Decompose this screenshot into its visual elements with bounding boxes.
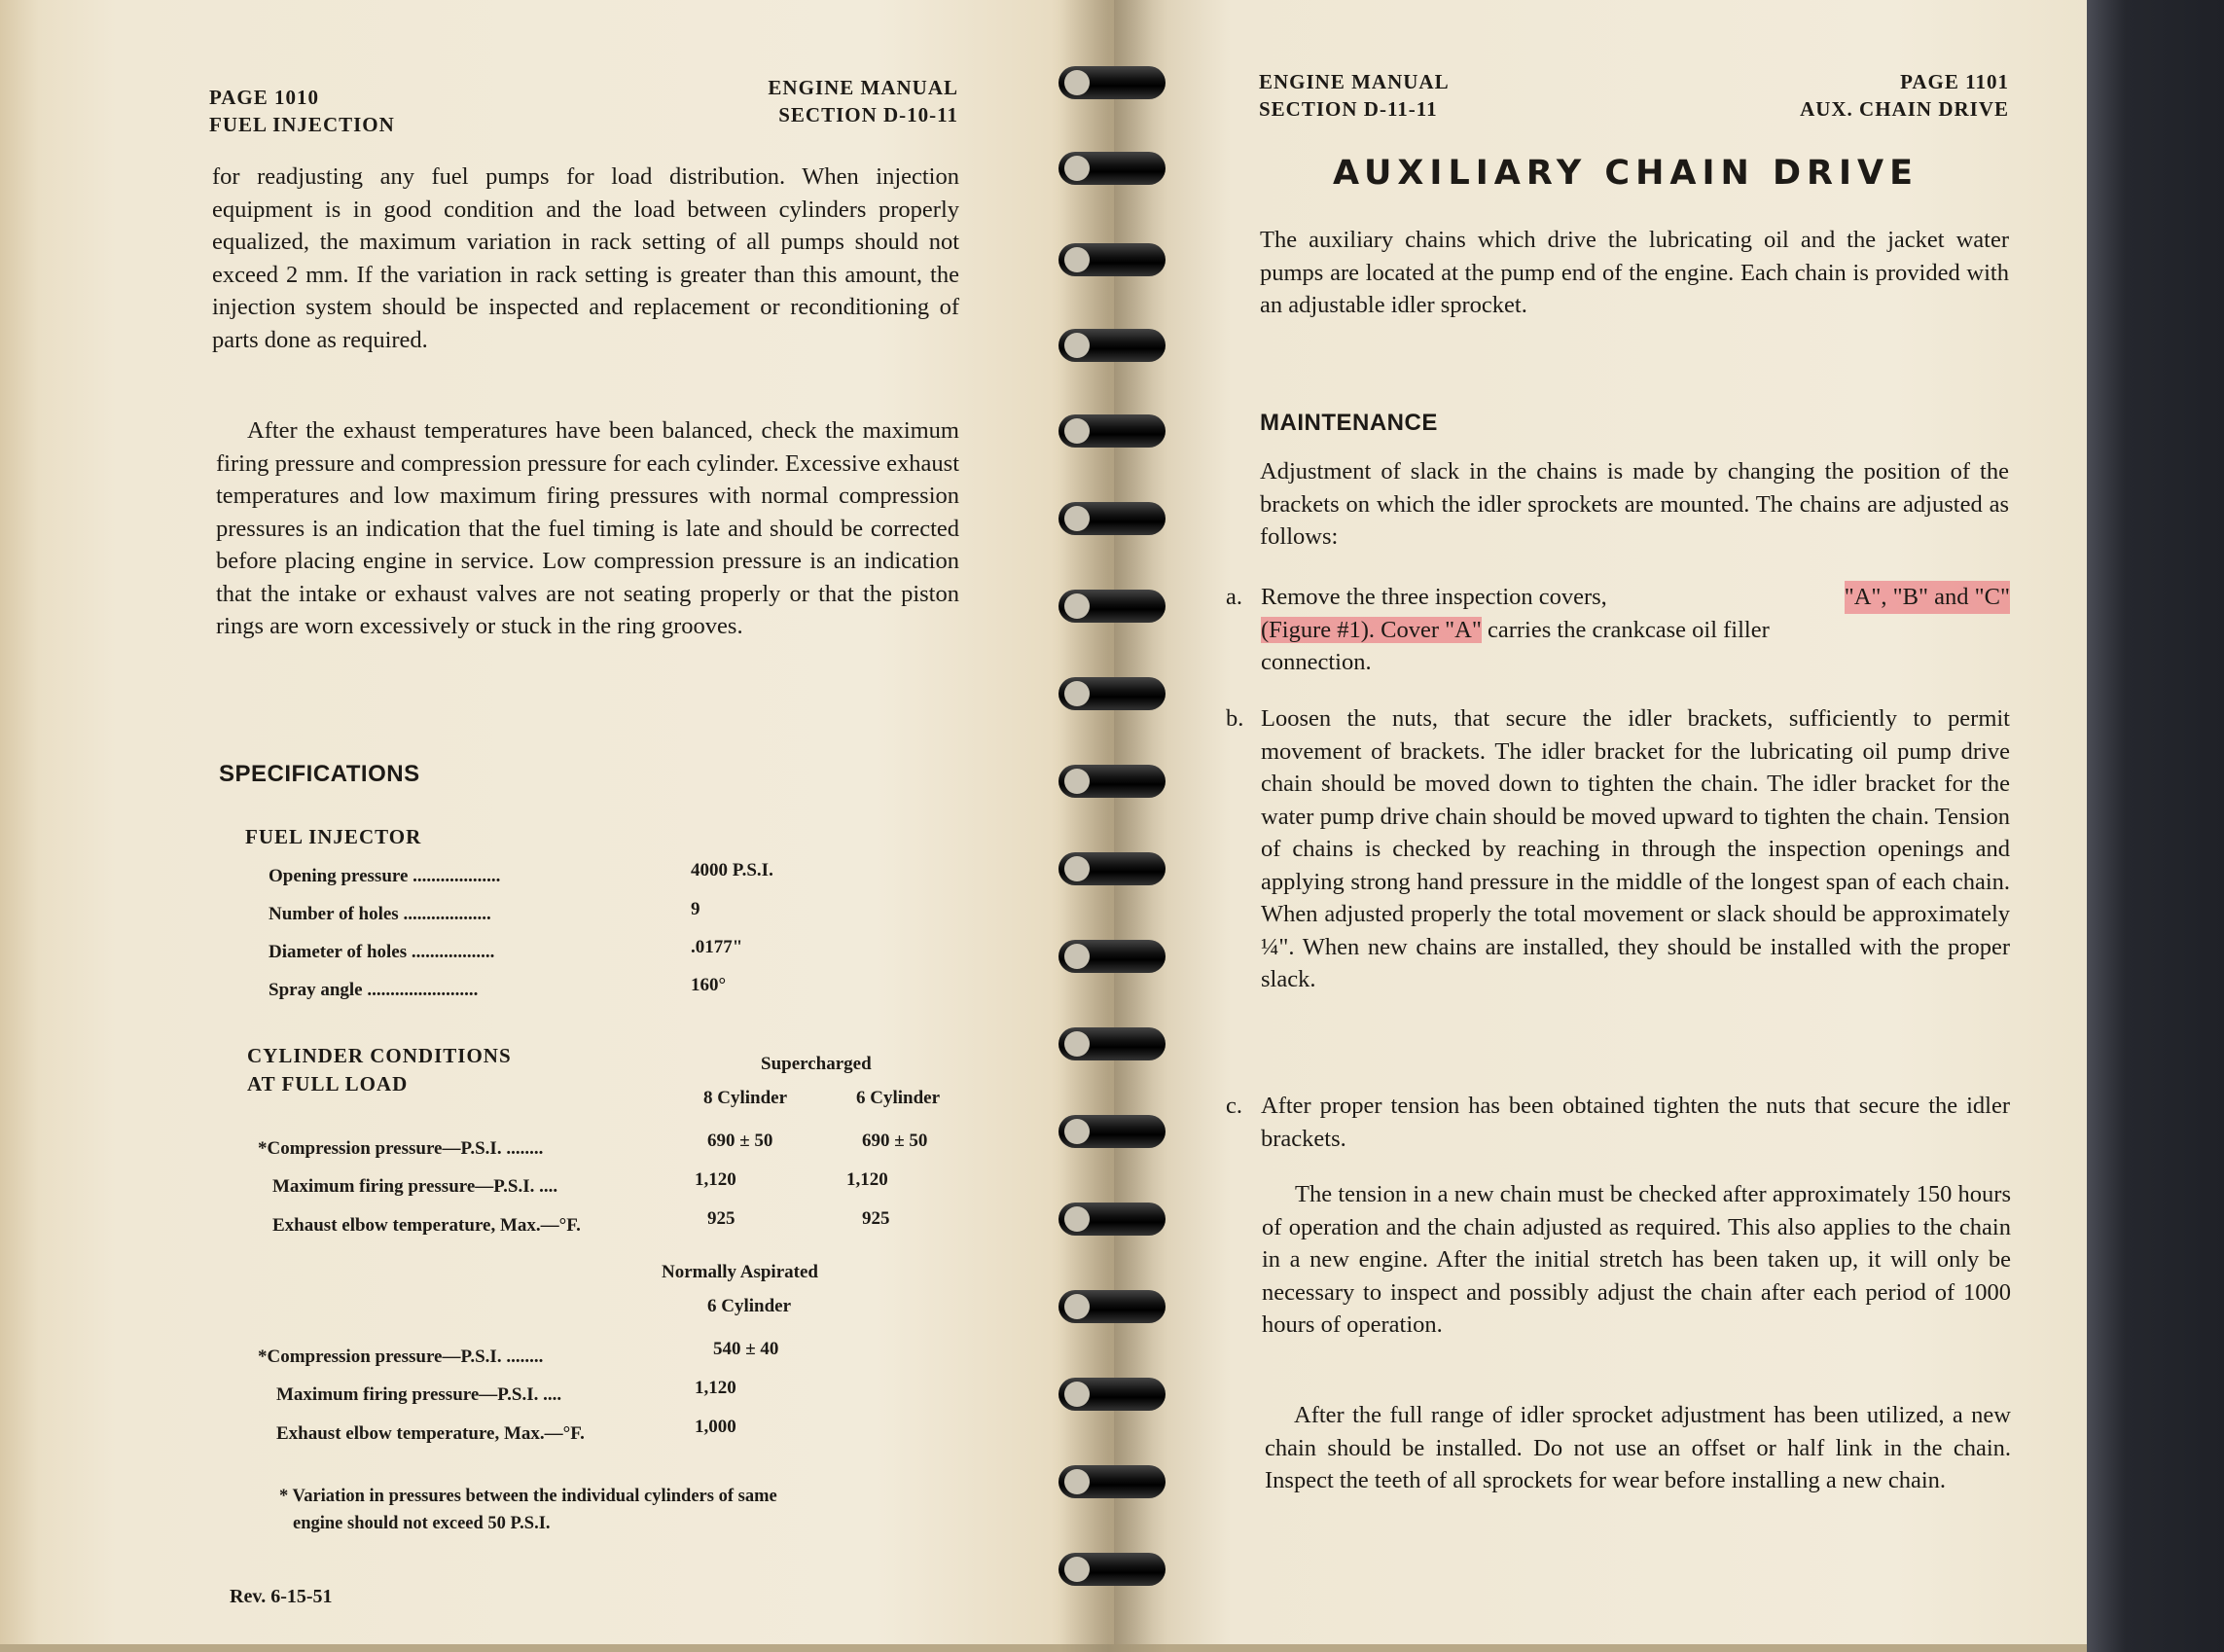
- spiral-ring-hole: [1064, 156, 1090, 181]
- spec-label: Number of holes: [269, 904, 399, 924]
- cylinder-conditions-heading: [247, 1042, 512, 1098]
- background-edge: [2087, 0, 2224, 1652]
- spiral-ring: [1058, 60, 1173, 105]
- na-label: Exhaust elbow temperature, Max.—°F.: [276, 1423, 585, 1444]
- revision-date: Rev. 6-15-51: [230, 1586, 333, 1607]
- na-value-compression: 540 ± 40: [713, 1339, 779, 1359]
- normally-aspirated-label: Normally Aspirated: [662, 1262, 818, 1282]
- highlighted-covers: "A", "B" and "C": [1845, 581, 2010, 614]
- sc-label: Exhaust elbow temperature, Max.—°F.: [272, 1215, 581, 1236]
- sc-label: Maximum firing pressure—P.S.I.: [272, 1176, 535, 1197]
- left-page-section-name: FUEL INJECTION: [209, 113, 395, 136]
- spiral-ring: [1058, 1109, 1173, 1154]
- spec-dots: ...................: [403, 904, 491, 924]
- cylinder-heading-line2: AT FULL LOAD: [247, 1072, 409, 1095]
- spiral-ring-hole: [1064, 593, 1090, 619]
- spec-value-number-of-holes: 9: [691, 899, 700, 919]
- na-value-exhaust: 1,000: [695, 1417, 736, 1437]
- step-a-line2-text: carries the crankcase oil filler: [1481, 616, 1770, 643]
- spec-dots: ..................: [411, 942, 495, 962]
- left-section-code: SECTION D-10-11: [778, 103, 958, 126]
- sc-row-exhaust: [272, 1215, 581, 1237]
- spiral-ring-hole: [1064, 1031, 1090, 1057]
- spiral-ring-hole: [1064, 1557, 1090, 1582]
- page-title: AUXILIARY CHAIN DRIVE: [1333, 154, 1919, 193]
- step-c: [1226, 1090, 2010, 1155]
- left-paragraph-1: for readjusting any fuel pumps for load distribution. When injection equipment is in good condition and the load between cylinders properly equalized, the maximum variation in rack setting of all pumps should not exceed 2 mm. If the variation in rack setting is greater than this amount, the injection system should be inspected and replacement or reconditioning of parts done as required.: [212, 163, 959, 353]
- spiral-ring: [1058, 1284, 1173, 1329]
- right-manual-title: ENGINE MANUAL: [1259, 70, 1450, 93]
- sc-value-compression-6: 690 ± 50: [862, 1131, 928, 1151]
- spiral-ring-hole: [1064, 70, 1090, 95]
- step-a-line1-text: Remove the three inspection covers,: [1261, 584, 1607, 610]
- spiral-ring-hole: [1064, 1469, 1090, 1494]
- step-c-marker: c.: [1226, 1093, 1242, 1119]
- spiral-ring: [1058, 934, 1173, 979]
- spec-value-opening-pressure: 4000 P.S.I.: [691, 860, 773, 880]
- spiral-ring-hole: [1064, 769, 1090, 794]
- spiral-ring-hole: [1064, 506, 1090, 531]
- spec-row-number-of-holes: [269, 904, 491, 925]
- sc-value-max-firing-8: 1,120: [695, 1169, 736, 1190]
- spiral-ring: [1058, 1197, 1173, 1241]
- spiral-ring-hole: [1064, 681, 1090, 706]
- na-dots: ....: [543, 1384, 562, 1405]
- spec-value-diameter-of-holes: .0177": [691, 937, 743, 957]
- specifications-heading: SPECIFICATIONS: [219, 761, 420, 787]
- na-label: Maximum firing pressure—P.S.I.: [276, 1384, 539, 1405]
- maintenance-intro: Adjustment of slack in the chains is made by changing the position of the brackets on which the idler sprockets are mounted. The chains are adjusted as follows:: [1260, 458, 2009, 550]
- sc-value-exhaust-6: 925: [862, 1208, 890, 1229]
- na-row-exhaust: [276, 1423, 585, 1445]
- spiral-ring-hole: [1064, 1206, 1090, 1232]
- spec-row-diameter-of-holes: [269, 942, 494, 963]
- spiral-ring: [1058, 1547, 1173, 1592]
- footnote: [279, 1483, 777, 1537]
- intro-paragraph: The auxiliary chains which drive the lubricating oil and the jacket water pumps are located at the pump end of the engine. Each chain is provided with an adjustable idler sprocket.: [1260, 227, 2009, 318]
- spiral-ring: [1058, 671, 1173, 716]
- spiral-ring-hole: [1064, 333, 1090, 358]
- spiral-ring: [1058, 1459, 1173, 1504]
- page-bottom-edge: [0, 1644, 2087, 1652]
- spiral-ring: [1058, 1372, 1173, 1417]
- sc-value-max-firing-6: 1,120: [846, 1169, 888, 1190]
- spiral-ring: [1058, 409, 1173, 453]
- tension-paragraph: The tension in a new chain must be checked after approximately 150 hours of operation and the chain adjusted as required. This also applies to the chain in a new engine. After the initial stretch has been taken up, it will only be necessary to inspect and possibly adjust the chain after each period of 1000 hours of operation.: [1262, 1181, 2011, 1338]
- spec-label: Diameter of holes: [269, 942, 408, 962]
- spiral-ring-hole: [1064, 856, 1090, 881]
- column-6-cylinder: 6 Cylinder: [856, 1088, 941, 1108]
- spiral-ring-hole: [1064, 247, 1090, 272]
- na-value-max-firing: 1,120: [695, 1378, 736, 1398]
- spiral-ring: [1058, 759, 1173, 804]
- right-section-code: SECTION D-11-11: [1259, 97, 1438, 121]
- supercharged-label: Supercharged: [761, 1054, 872, 1074]
- step-a-line1: [1261, 581, 2010, 614]
- spiral-ring: [1058, 1022, 1173, 1066]
- maintenance-heading: MAINTENANCE: [1260, 410, 1438, 436]
- sc-value-exhaust-8: 925: [707, 1208, 735, 1229]
- step-a: [1226, 581, 2010, 679]
- step-c-text: After proper tension has been obtained tighten the nuts that secure the idler brackets.: [1261, 1093, 2010, 1152]
- final-paragraph: After the full range of idler sprocket adjustment has been utilized, a new chain should be installed. Do not use an offset or half link in the chain. Inspect the teeth of all sprockets for wear before installing a new chain.: [1265, 1402, 2011, 1493]
- sc-dots: ....: [539, 1176, 558, 1197]
- left-header-manual: [739, 74, 958, 128]
- spec-dots: ........................: [367, 980, 479, 1000]
- spec-label: Spray angle: [269, 980, 363, 1000]
- spiral-ring-hole: [1064, 1382, 1090, 1407]
- left-manual-title: ENGINE MANUAL: [768, 76, 958, 99]
- step-a-text: [1261, 581, 2010, 679]
- step-a-line3: connection.: [1261, 649, 1372, 675]
- step-a-line2: [1261, 614, 2010, 647]
- spiral-ring-hole: [1064, 1294, 1090, 1319]
- left-paragraph-2: After the exhaust temperatures have been balanced, check the maximum firing pressure and compression pressure for each cylinder. Excessive exhaust temperatures and low maximum firing pressures with normal compression pressures is an indication that the fuel timing is late and should be corrected before placing engine in service. Low compression pressure is an indication that the intake or exhaust valves are not seating properly or that the piston rings are worn excessively or stuck in the ring grooves.: [216, 417, 959, 639]
- left-header-page: [209, 84, 395, 138]
- footnote-line2: engine should not exceed 50 P.S.I.: [293, 1514, 551, 1533]
- normally-aspirated-cylinders: 6 Cylinder: [707, 1296, 792, 1316]
- left-page-number: PAGE 1010: [209, 86, 320, 109]
- spiral-ring: [1058, 237, 1173, 282]
- spiral-ring-hole: [1064, 1119, 1090, 1144]
- right-header-page: [1732, 68, 2009, 123]
- right-page-number: PAGE 1101: [1900, 70, 2009, 93]
- spiral-ring: [1058, 584, 1173, 628]
- spec-dots: ...................: [413, 866, 501, 886]
- na-row-max-firing: [276, 1384, 561, 1406]
- na-row-compression: [258, 1347, 543, 1368]
- highlighted-figure-ref: (Figure #1). Cover "A": [1261, 616, 1482, 643]
- spiral-ring: [1058, 846, 1173, 891]
- spec-label: Opening pressure: [269, 866, 409, 886]
- sc-dots: ........: [506, 1138, 544, 1159]
- spiral-ring: [1058, 323, 1173, 368]
- spiral-ring-hole: [1064, 418, 1090, 444]
- sc-row-compression: [258, 1138, 543, 1160]
- sc-label: *Compression pressure—P.S.I.: [258, 1138, 502, 1159]
- spiral-ring: [1058, 496, 1173, 541]
- step-b-marker: b.: [1226, 705, 1244, 732]
- sc-value-compression-8: 690 ± 50: [707, 1131, 773, 1151]
- sc-row-max-firing: [272, 1176, 557, 1198]
- spiral-ring: [1058, 146, 1173, 191]
- column-8-cylinder: 8 Cylinder: [703, 1088, 788, 1108]
- spec-row-spray-angle: [269, 980, 478, 1001]
- footnote-line1: * Variation in pressures between the individual cylinders of same: [279, 1487, 777, 1506]
- spec-value-spray-angle: 160°: [691, 975, 727, 995]
- na-dots: ........: [506, 1347, 544, 1367]
- right-header-manual: [1259, 68, 1450, 123]
- step-a-marker: a.: [1226, 584, 1242, 610]
- right-page-section-name: AUX. CHAIN DRIVE: [1800, 97, 2009, 121]
- fuel-injector-heading: FUEL INJECTOR: [245, 825, 422, 848]
- na-label: *Compression pressure—P.S.I.: [258, 1347, 502, 1367]
- cylinder-heading-line1: CYLINDER CONDITIONS: [247, 1044, 512, 1067]
- step-b-text: Loosen the nuts, that secure the idler brackets, sufficiently to permit movement of brackets. The idler bracket for the lubricating oil pump drive chain should be moved down to tighten the chain. The idler bracket for the water pump drive chain should be moved upward to tighten the chain. Tension of chains is checked by reaching in through the inspection openings and applying strong hand pressure in the middle of the longest span of each chain. When adjusted properly the total movement or slack should be approximately ¼". When new chains are installed, they should be installed with the proper slack.: [1261, 705, 2010, 992]
- step-b: [1226, 702, 2010, 996]
- spiral-ring-hole: [1064, 944, 1090, 969]
- spec-row-opening-pressure: [269, 866, 500, 887]
